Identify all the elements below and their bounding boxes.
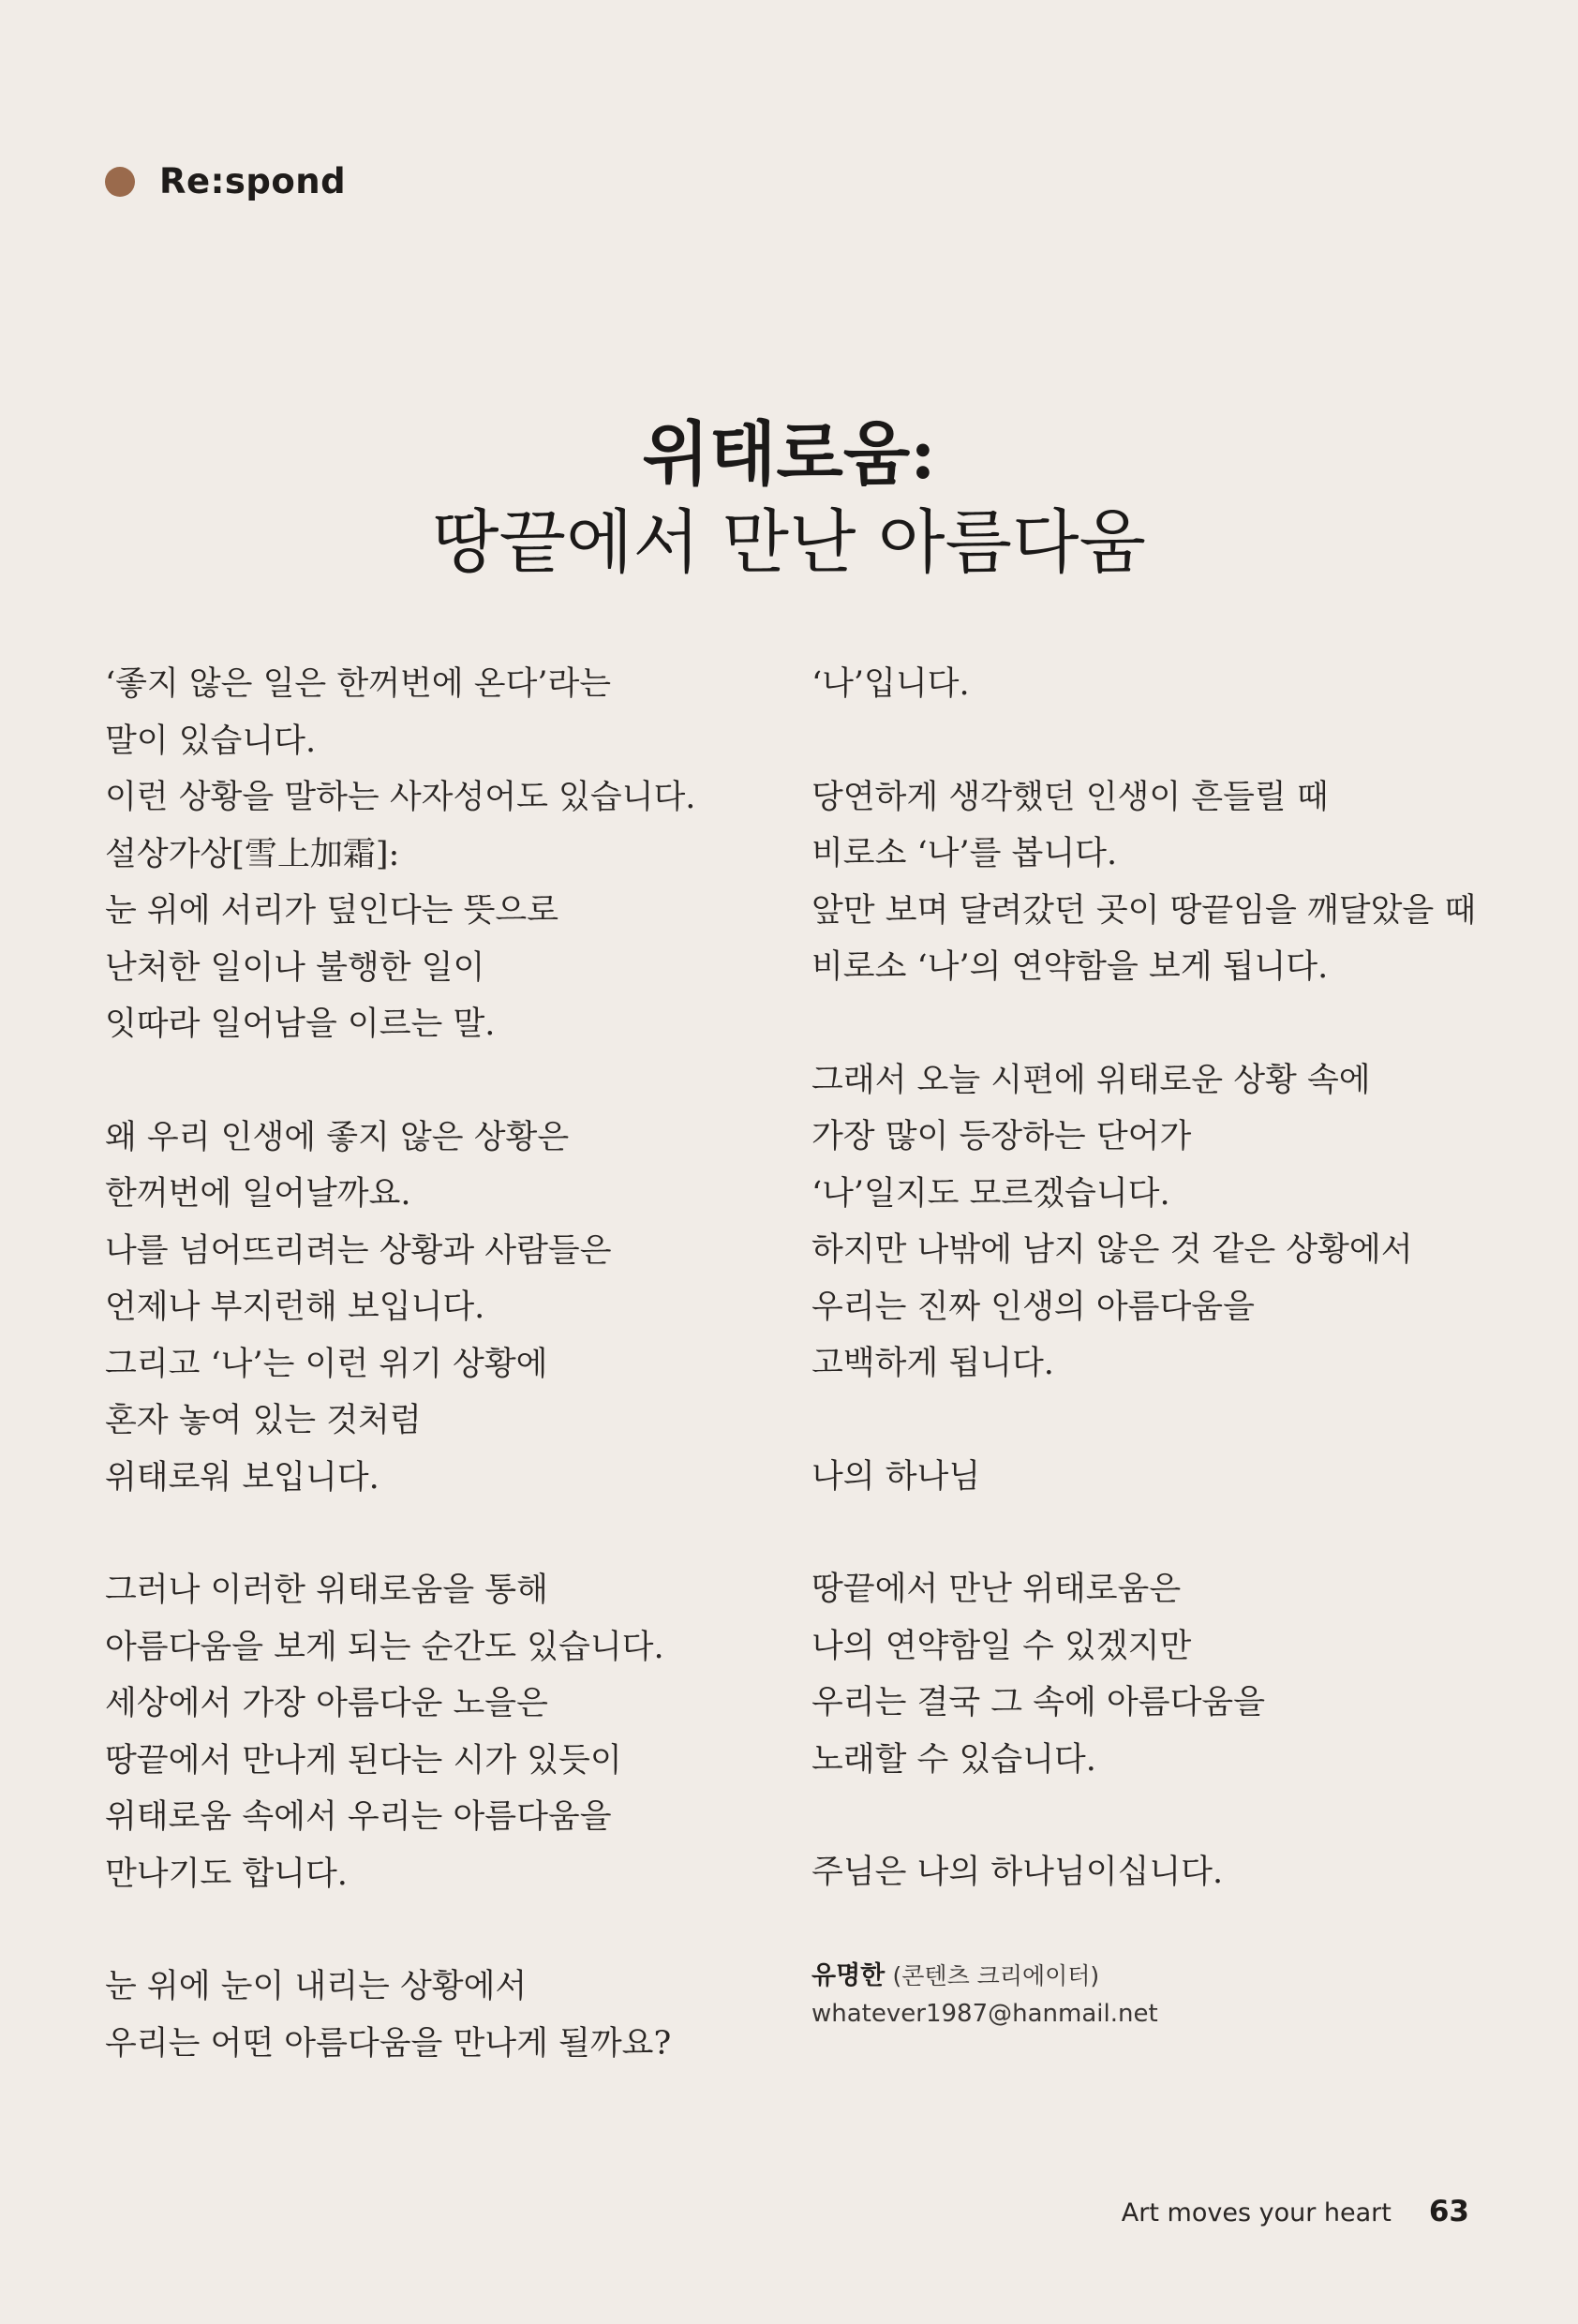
text-line: ‘좋지 않은 일은 한꺼번에 온다’라는 <box>105 665 612 703</box>
footer-slogan: Art moves your heart <box>1121 2198 1392 2227</box>
text-line: 노래할 수 있습니다. <box>811 1740 1096 1779</box>
text-line: 비로소 ‘나’의 연약함을 보게 됩니다. <box>811 948 1329 986</box>
stanza <box>105 1959 695 2072</box>
title-line-1: 위태로움: <box>642 414 936 495</box>
text-line: 주님은 나의 하나님이십니다. <box>811 1854 1224 1891</box>
text-line: 땅끝에서 만나게 된다는 시가 있듯이 <box>105 1741 622 1780</box>
author-block <box>811 1958 1476 2033</box>
text-line: 왜 우리 인생에 좋지 않은 상황은 <box>105 1118 570 1156</box>
text-line: 앞만 보며 달려갔던 곳이 땅끝임을 깨달았을 때 <box>811 891 1477 930</box>
text-line: 나를 넘어뜨리려는 상황과 사람들은 <box>105 1231 612 1270</box>
text-line: 위태로움 속에서 우리는 아름다움을 <box>105 1798 612 1836</box>
text-line: 언제나 부지런해 보입니다. <box>105 1289 485 1326</box>
author-line <box>811 1958 1476 1995</box>
text-line: ‘나’입니다. <box>811 665 970 703</box>
text-line: 눈 위에 서리가 덮인다는 뜻으로 <box>105 892 559 930</box>
section-header <box>105 161 346 201</box>
author-email: whatever1987@hanmail.net <box>811 1999 1158 2028</box>
text-line: 그래서 오늘 시편에 위태로운 상황 속에 <box>811 1061 1371 1099</box>
text-line: 잇따라 일어남을 이르는 말. <box>105 1006 496 1043</box>
page-number: 63 <box>1428 2195 1469 2228</box>
section-dot-icon <box>105 167 135 197</box>
author-name: 유명한 <box>811 1960 886 1990</box>
text-line: 비로소 ‘나’를 봅니다. <box>811 835 1118 872</box>
page-footer <box>1122 2195 1469 2228</box>
text-line: 아름다움을 보게 되는 순간도 있습니다. <box>105 1628 664 1666</box>
text-line: 만나기도 합니다. <box>105 1855 348 1893</box>
stanza <box>105 1562 695 1902</box>
text-line: 이런 상황을 말하는 사자성어도 있습니다. <box>105 779 696 816</box>
text-line: 우리는 결국 그 속에 아름다움을 <box>811 1684 1266 1721</box>
stanza <box>811 656 1476 713</box>
stanza <box>811 1449 1476 1506</box>
text-line: 나의 연약함일 수 있겠지만 <box>811 1627 1192 1665</box>
text-line: 우리는 진짜 인생의 아름다움을 <box>811 1288 1255 1326</box>
text-line: ‘나’일지도 모르겠습니다. <box>811 1174 1170 1213</box>
author-role: (콘텐츠 크리에이터) <box>892 1961 1100 1989</box>
right-column-text <box>811 656 1476 1901</box>
stanza <box>811 769 1476 996</box>
text-line: 한꺼번에 일어날까요. <box>105 1175 411 1213</box>
stanza <box>811 1844 1476 1901</box>
text-line: 설상가상[雪上加霜]: <box>105 835 400 873</box>
text-line: 위태로워 보입니다. <box>105 1458 380 1497</box>
left-column <box>105 656 695 2128</box>
text-line: 우리는 어떤 아름다움을 만나게 될까요? <box>105 2024 672 2063</box>
stanza <box>811 1561 1476 1788</box>
text-line: 고백하게 됩니다. <box>811 1345 1054 1382</box>
text-line: 나의 하나님 <box>811 1457 981 1496</box>
text-line: 땅끝에서 만난 위태로움은 <box>811 1571 1182 1608</box>
text-line: 당연하게 생각했던 인생이 흔들릴 때 <box>811 778 1329 816</box>
text-line: 하지만 나밖에 남지 않은 것 같은 상황에서 <box>811 1231 1413 1269</box>
section-label: Re:spond <box>159 161 347 201</box>
text-line: 말이 있습니다. <box>105 722 317 760</box>
stanza <box>105 1110 695 1507</box>
title-line-2: 땅끝에서 만난 아름다움 <box>432 502 1146 583</box>
text-line: 세상에서 가장 아름다운 노을은 <box>105 1685 548 1722</box>
article-title <box>0 410 1578 587</box>
right-column <box>811 656 1476 2033</box>
text-line: 눈 위에 눈이 내리는 상황에서 <box>105 1968 528 2005</box>
stanza <box>105 656 695 1053</box>
text-line: 그리고 ‘나’는 이런 위기 상황에 <box>105 1345 548 1383</box>
text-line: 가장 많이 등장하는 단어가 <box>811 1118 1192 1155</box>
stanza <box>811 1052 1476 1393</box>
text-line: 혼자 놓여 있는 것처럼 <box>105 1402 422 1439</box>
text-line: 그러나 이러한 위태로움을 통해 <box>105 1572 548 1609</box>
text-line: 난처한 일이나 불행한 일이 <box>105 948 485 987</box>
